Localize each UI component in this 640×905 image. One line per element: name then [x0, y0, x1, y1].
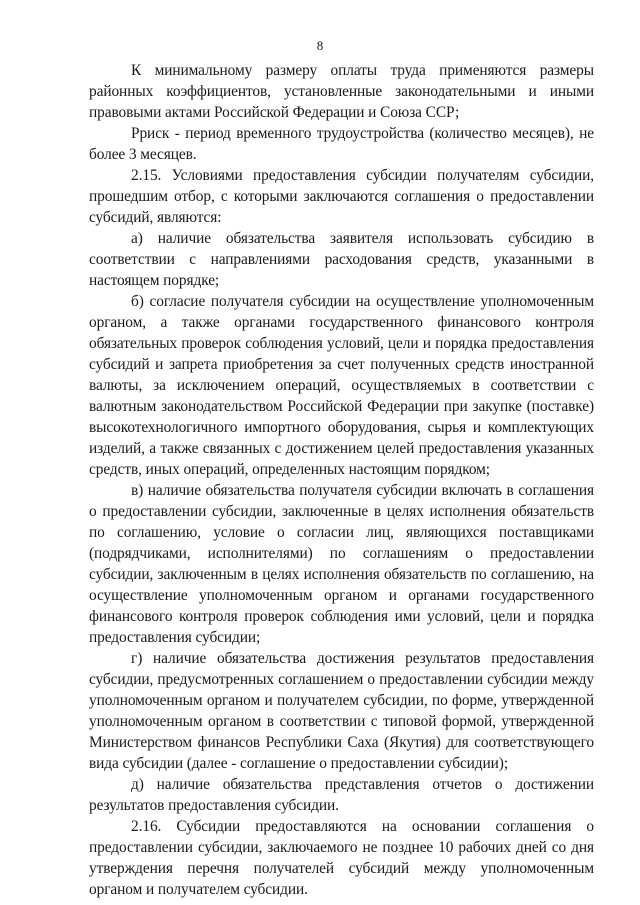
paragraph-item-v: в) наличие обязательства получателя субсидии включать в соглашения о предоставлении субсидии, заключенные в целях исполнения обязательств по соглашению, условие о согласии лиц, являющихся поставщиками (подрядчиками, исполнителями) по соглашениям о предоставлении субсидии, заключенным в целях исполнения обязательств по соглашению, на осуществление уполномоченным органом и органами государственного финансового контроля проверок соблюдения ими условий, цели и порядка предоставления субсидии;: [89, 482, 594, 646]
paragraph-item-g: г) наличие обязательства достижения результатов предоставления субсидии, предусмотренных соглашением о предоставлении субсидии между уполномоченным органом и получателем субсидии, по форме, утвержденной уполномоченным органом в соответствии с типовой формой, утвержденной Министерством финансов Республики Саха (Якутия) для соответствующего вида субсидии (далее - соглашение о предоставлении субсидии);: [89, 650, 594, 772]
paragraph-min-wage-coefficients: К минимальному размеру оплаты труда применяются размеры районных коэффициентов, установленные законодательными и иными правовыми актами Российской Федерации и Союза ССР;: [89, 62, 594, 121]
paragraph-item-a: а) наличие обязательства заявителя использовать субсидию в соответствии с направлениями расходования средств, указанными в настоящем порядке;: [89, 230, 594, 289]
paragraph-employment-period: Рриск - период временного трудоустройства (количество месяцев), не более 3 месяцев.: [89, 125, 594, 163]
page-number: 8: [316, 38, 324, 53]
document-body: [89, 60, 594, 900]
paragraph-item-b: б) согласие получателя субсидии на осуществление уполномоченным органом, а также органами государственного финансового контроля обязательных проверок соблюдения условий, цели и порядка предоставления субсидий и запрета приобретения за счет полученных средств иностранной валюты, за исключением операций, осуществляемых в соответствии с валютным законодательством Российской Федерации при закупке (поставке) высокотехнологичного импортного оборудования, сырья и комплектующих изделий, а также связанных с достижением целей предоставления указанных средств, иных операций, определенных настоящим порядком;: [89, 293, 594, 478]
paragraph-2-15: 2.15. Условиями предоставления субсидии получателям субсидии, прошедшим отбор, с которыми заключаются соглашения о предоставлении субсидий, являются:: [89, 167, 594, 226]
paragraph-2-16: 2.16. Субсидии предоставляются на основании соглашения о предоставлении субсидии, заключаемого не позднее 10 рабочих дней со дня утверждения перечня получателей субсидий между уполномоченным органом и получателем субсидии.: [89, 818, 594, 898]
paragraph-item-d: д) наличие обязательства представления отчетов о достижении результатов предоставления субсидии.: [89, 776, 594, 814]
